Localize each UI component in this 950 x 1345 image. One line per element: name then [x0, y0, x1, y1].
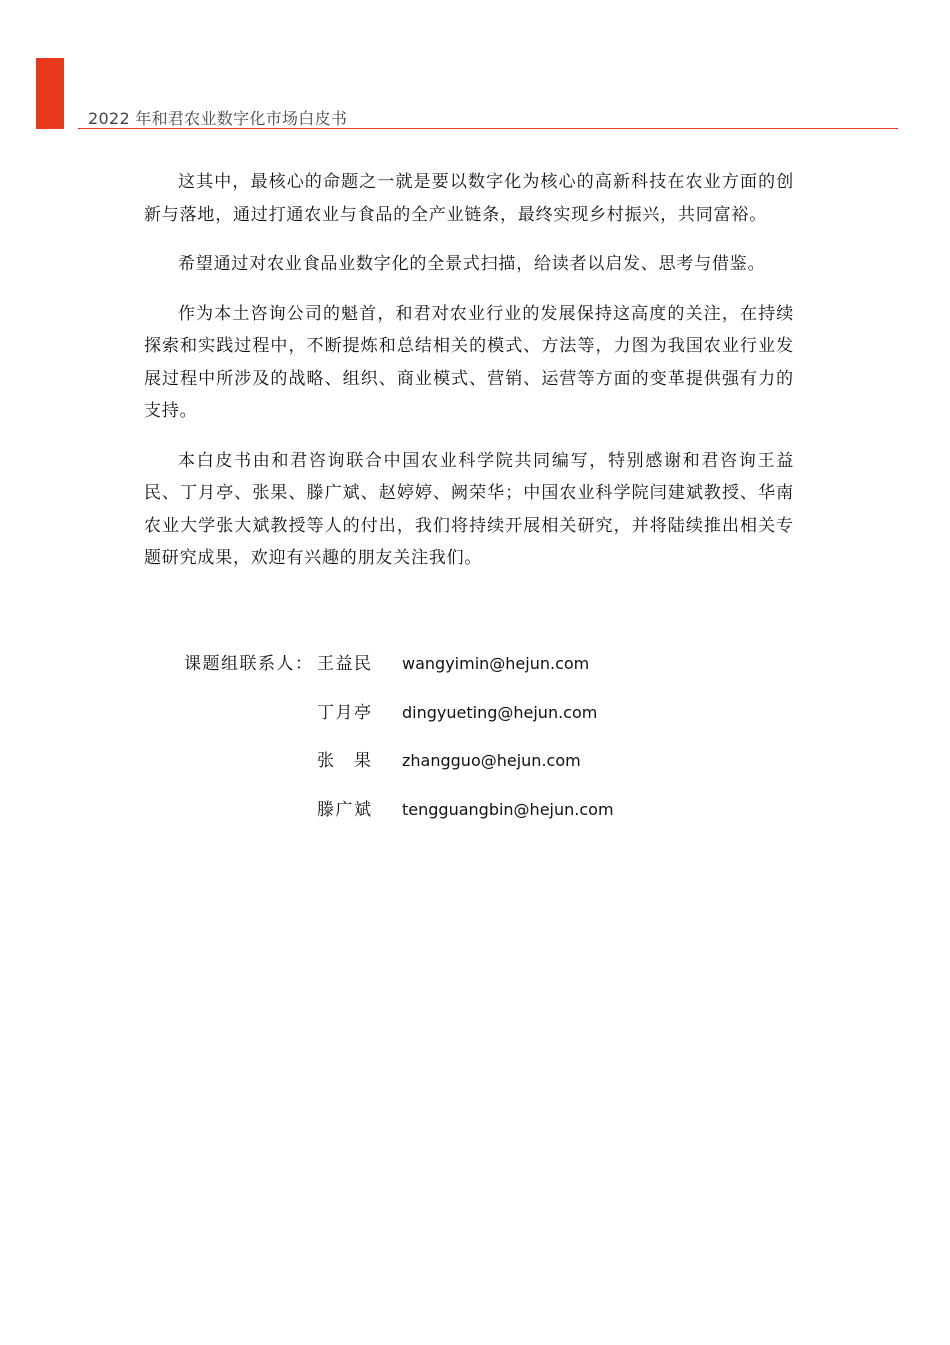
- body-text: [144, 166, 794, 592]
- contact-email: zhangguo@hejun.com: [402, 751, 581, 770]
- contact-email: wangyimin@hejun.com: [402, 654, 590, 673]
- document-header-title: 2022 年和君农业数字化市场白皮书: [88, 109, 348, 128]
- header-accent-bar: [36, 58, 64, 129]
- paragraph-1: 这其中，最核心的命题之一就是要以数字化为核心的高新科技在农业方面的创新与落地，通过打通农业与食品的全产业链条，最终实现乡村振兴，共同富裕。: [144, 172, 794, 225]
- contact-name: 王益民: [317, 654, 373, 674]
- contact-row: [144, 650, 794, 699]
- paragraph-4: 本白皮书由和君咨询联合中国农业科学院共同编写，特别感谢和君咨询王益民、丁月亭、张果、滕广斌、赵婷婷、阙荣华；中国农业科学院闫建斌教授、华南农业大学张大斌教授等人的付出，我们将持续开展相关研究，并将陆续推出相关专题研究成果，欢迎有兴趣的朋友关注我们。: [144, 450, 794, 568]
- contact-row: [144, 796, 794, 845]
- contact-email: dingyueting@hejun.com: [402, 702, 598, 722]
- header-divider: [78, 128, 898, 129]
- contact-label: 课题组联系人：: [184, 654, 314, 674]
- contact-name: 丁月亭: [317, 702, 373, 723]
- contact-name: 张 果: [317, 751, 373, 771]
- contact-email: tengguangbin@hejun.com: [402, 799, 614, 819]
- contact-list: [144, 650, 794, 844]
- paragraph-2: 希望通过对农业食品业数字化的全景式扫描，给读者以启发、思考与借鉴。: [178, 254, 766, 274]
- paragraph-3: 作为本土咨询公司的魁首，和君对农业行业的发展保持这高度的关注，在持续探索和实践过程中，不断提炼和总结相关的模式、方法等，力图为我国农业行业发展过程中所涉及的战略、组织、商业模式、营销、运营等方面的变革提供强有力的支持。: [144, 303, 794, 421]
- contact-row: [144, 747, 794, 796]
- contact-row: [144, 699, 794, 748]
- contact-name: 滕广斌: [317, 799, 373, 820]
